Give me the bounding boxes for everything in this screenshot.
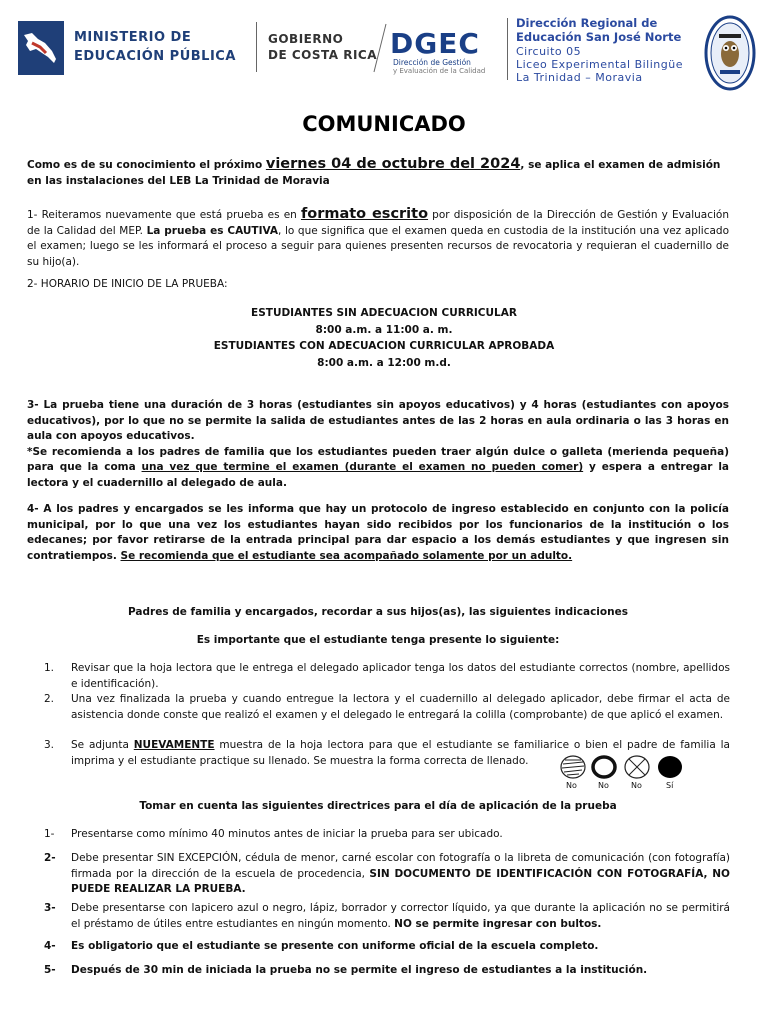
point-1 — [27, 207, 729, 270]
gob-line1: GOBIERNO — [268, 32, 344, 46]
intro-paragraph — [27, 157, 729, 189]
dgec-sub2: y Evaluación de la Calidad — [393, 67, 486, 75]
guideline-number: 4- — [44, 940, 56, 952]
reminders-heading: Padres de familia y encargados, recordar a sus hijos(as), las siguientes indicaciones — [128, 606, 628, 618]
dgec-sub1: Dirección de Gestión — [393, 58, 471, 67]
bubble-label: Sí — [666, 781, 674, 790]
header-divider — [256, 22, 257, 72]
slash-divider — [370, 22, 390, 74]
exam-date: viernes 04 de octubre del 2024 — [265, 156, 521, 172]
intro-text-a: Como es de su conocimiento el próximo — [27, 159, 266, 171]
region-line2: Educación San José Norte — [516, 30, 682, 44]
reminder-number: 2. — [44, 693, 55, 705]
point-4 — [27, 502, 729, 564]
point-1-text-d: , lo que significa que el examen queda en custodia de la institución una vez aplicado el examen; luego se les informará el proceso a seguir para quienes presenten recursos de revocatoria y requieran el cuadernillo de su hijo(a). — [27, 224, 729, 268]
guidelines-heading: Tomar en cuenta las siguientes directrices para el día de aplicación de la prueba — [139, 800, 617, 812]
guideline-number: 5- — [44, 964, 56, 976]
intro-text-b: , se aplica el examen de admisión — [520, 159, 721, 171]
reminder-number: 3. — [44, 739, 55, 751]
schedule-line-3: ESTUDIANTES CON ADECUACION CURRICULAR APROBADA — [213, 340, 555, 352]
guideline-text — [71, 851, 730, 898]
point-1-text-a: 1- Reiteramos nuevamente que está prueba es en — [27, 209, 301, 221]
cautiva-text: La prueba es CAUTIVA — [146, 224, 279, 237]
gob-line2: DE COSTA RICA — [268, 48, 378, 62]
region-line5: La Trinidad – Moravia — [516, 71, 643, 84]
point-3-underlined: una vez que termine el examen (durante el examen no pueden comer) — [141, 461, 584, 473]
schedule-line-2: 8:00 a.m. a 11:00 a. m. — [315, 323, 453, 336]
guideline-item-3 — [44, 901, 730, 933]
bubble-samples — [556, 754, 696, 794]
reminder-number: 1. — [44, 662, 55, 674]
guideline-item-4 — [44, 939, 730, 955]
dgec-title: DGEC — [390, 27, 480, 60]
guideline-number: 1- — [44, 828, 55, 840]
reminder-text: Revisar que la hoja lectora que le entrega el delegado aplicador tenga los datos del estudiante correctos (nombre, apellidos e identificación). — [71, 662, 730, 690]
mep-logo — [18, 21, 64, 75]
mep-name-line1: MINISTERIO DE — [74, 30, 192, 45]
crossed-bubble-icon — [623, 754, 651, 780]
mep-name-line2: EDUCACIÓN PÚBLICA — [74, 49, 236, 64]
bubble-label: No — [598, 781, 609, 790]
owl-seal-icon — [704, 14, 756, 92]
bubble-label: No — [566, 781, 577, 790]
point-3-text-b2: y espera a entregar la lectora y el cuadernillo al delegado de aula. — [27, 461, 730, 489]
point-2-heading: 2- HORARIO DE INICIO DE LA PRUEBA: — [27, 278, 228, 290]
schedule-line-4: 8:00 a.m. a 12:00 m.d. — [317, 356, 451, 369]
guideline-2-text: Debe presentar SIN EXCEPCIÓN, cédula de menor, carné escolar con fotografía o la libreta de comunicación (con fotografía) firmada por la dirección de la escuela de procedencia, — [71, 852, 730, 880]
reminders-subheading: Es importante que el estudiante tenga presente lo siguiente: — [196, 634, 560, 646]
guideline-3-text: Debe presentarse con lapicero azul o negro, lápiz, borrador y corrector líquido, ya que durante la aplicación no se permitirá el préstamo de útiles entre estudiantes en ningún momento. — [71, 902, 730, 930]
point-1-text-b: por disposición de la Dirección de Gestión y Evaluación de la Calidad del MEP. — [27, 209, 729, 237]
bubble-label: No — [631, 781, 642, 790]
point-3 — [27, 398, 729, 491]
guideline-3-bold: NO se permite ingresar con bultos. — [394, 917, 602, 930]
point-3-text-b1: *Se recomienda a los padres de familia que los estudiantes pueden traer algún dulce o galleta (merienda pequeña) para que la coma — [27, 445, 729, 473]
scribbled-bubble-icon — [559, 754, 587, 780]
schedule-block — [0, 305, 768, 371]
guideline-item-1 — [44, 827, 730, 843]
format-escrito: formato escrito — [300, 206, 429, 222]
region-line4: Liceo Experimental Bilingüe — [516, 58, 683, 71]
point-3-recommendation — [27, 445, 729, 492]
intro-line2: en las instalaciones del LEB La Trinidad de Moravia — [27, 174, 330, 187]
guideline-2-bold: SIN DOCUMENTO DE IDENTIFICACIÓN CON FOTOGRAFÍA, NO PUEDE REALIZAR LA PRUEBA. — [71, 867, 730, 895]
reminder-3-text-b: muestra de la hoja lectora para que el estudiante se familiarice o bien el padre de familia la imprima y el estudiante practique su llenado. Se muestra la forma correcta de llenado. — [71, 739, 730, 767]
guideline-text: Después de 30 min de iniciada la prueba no se permite el ingreso de estudiantes a la institución. — [71, 964, 648, 976]
filled-bubble-icon — [656, 754, 684, 780]
guideline-text — [71, 901, 730, 932]
schedule-line-1: ESTUDIANTES SIN ADECUACION CURRICULAR — [251, 307, 517, 319]
region-line1: Dirección Regional de — [516, 16, 658, 30]
guideline-text: Presentarse como mínimo 40 minutos antes de iniciar la prueba para ser ubicado. — [71, 828, 503, 840]
document-title: COMUNICADO — [302, 112, 466, 136]
guideline-item-2 — [44, 851, 730, 899]
school-seal — [704, 14, 756, 92]
reminder-item-1 — [44, 661, 730, 693]
region-line3: Circuito 05 — [516, 45, 582, 58]
guideline-item-5 — [44, 963, 730, 979]
nuevamente-text: NUEVAMENTE — [133, 739, 215, 751]
costa-rica-map-icon — [18, 21, 64, 75]
reminder-item-2 — [44, 692, 730, 740]
ring-bubble-icon — [590, 754, 618, 780]
guideline-number: 2- — [44, 852, 56, 864]
header-divider-2 — [507, 18, 508, 80]
reminder-3-text-a: Se adjunta — [71, 739, 134, 751]
guideline-number: 3- — [44, 902, 56, 914]
reminder-text: Una vez finalizada la prueba y cuando entregue la lectora y el cuadernillo al delegado aplicador, debe firmar el acta de asistencia donde conste que realizó el examen y el delegado le entregará la colilla (comprobante) de que aplicó el examen. — [71, 693, 730, 721]
point-4-text: 4- A los padres y encargados se les informa que hay un protocolo de ingreso establecido en conjunto con la policía municipal, por lo que una vez los estudiantes hayan sido recibidos por los funcionarios de la institución o los edecanes; por favor retirarse de la entrada principal para dar espacio a los demás estudiantes y que ingresen sin contratiempos. — [27, 503, 729, 562]
point-3-text-a: 3- La prueba tiene una duración de 3 horas (estudiantes sin apoyos educativos) y 4 horas (estudiantes con apoyos educativos), por lo que no se permite la salida de estudiantes antes de las 2 horas en aula ordinaria o las 3 horas en aula con apoyos educativos. — [27, 399, 729, 442]
point-4-underlined: Se recomienda que el estudiante sea acompañado solamente por un adulto. — [120, 549, 573, 562]
guideline-text: Es obligatorio que el estudiante se presente con uniforme oficial de la escuela completo. — [71, 940, 599, 952]
